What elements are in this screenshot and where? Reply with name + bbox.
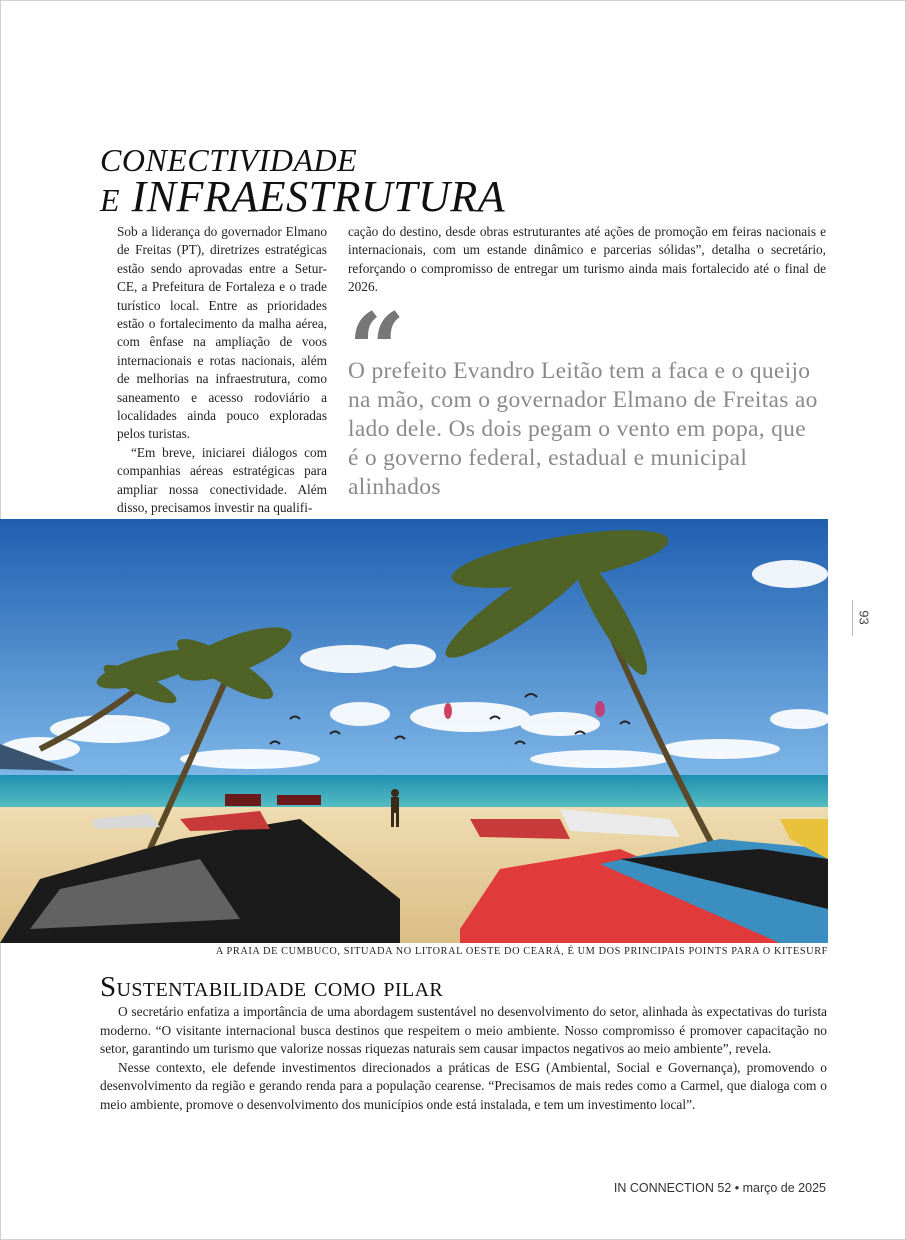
- page-number: [852, 600, 873, 636]
- page-number-text: 93: [856, 610, 872, 625]
- title-line-2: [100, 172, 505, 225]
- title-line-2-main: INFRAESTRUTURA: [131, 172, 506, 221]
- left-paragraph-1: Sob a liderança do governador Elmano de Freitas (PT), diretrizes estratégicas estão sendo aprovadas entre a Setur-CE, a Prefeitura de Fortaleza e o trade turístico local. Entre as prioridades estão o fortalecimento da malha aérea, com ênfase na ampliação de voos internacionais e rotas nacionais, além de melhorias na infraestrutura, como saneamento e acesso rodoviário a localidades ainda pouco exploradas pelos turistas.: [117, 224, 327, 442]
- right-column: [348, 223, 826, 297]
- pull-quote: O prefeito Evandro Leitão tem a faca e o queijo na mão, com o governador Elmano de Freitas ao lado dele. Os dois pegam o vento em popa, que é o governo federal, estadual e municipal alinhados: [348, 358, 818, 500]
- section-heading: Sustentabilidade como pilar: [100, 971, 444, 1003]
- title-line-1: CONECTIVIDADE: [100, 142, 358, 178]
- left-column: [117, 223, 327, 518]
- section-paragraph-2: Nesse contexto, ele defende investimentos direcionados a práticas de ESG (Ambiental, Social e Governança), promovendo o desenvolvimento da região e gerando renda para a população cearense. “Precisamos de mais redes como a Carmel, que dialoga com o meio ambiente, promove o desenvolvimento dos municípios onde está instalada, e tem um investimento local”.: [100, 1059, 827, 1112]
- beach-photo: [0, 519, 828, 943]
- left-paragraph-2: “Em breve, iniciarei diálogos com companhias aéreas estratégicas para ampliar nossa conectividade. Além disso, precisamos investir na qualifi-: [117, 444, 327, 516]
- sea: [0, 775, 828, 811]
- quote-mark-icon: “: [348, 291, 406, 409]
- title-line-2-prefix: E: [100, 182, 121, 218]
- photo-caption: A PRAIA DE CUMBUCO, SITUADA NO LITORAL OESTE DO CEARÁ, É UM DOS PRINCIPAIS POINTS PARA O KITESURF: [215, 946, 828, 957]
- section-paragraph-1: O secretário enfatiza a importância de uma abordagem sustentável no desenvolvimento do setor, alinhada às expectativas do turista moderno. “O visitante internacional busca destinos que respeitem o meio ambiente. Nosso compromisso é promover capacitação no setor, garantindo um turismo que valorize nossas riquezas naturais sem causar impactos negativos ao meio ambiente”, revela.: [100, 1004, 827, 1057]
- section-body: [100, 1003, 827, 1115]
- beach-illustration: [0, 519, 828, 943]
- right-paragraph: cação do destino, desde obras estruturantes até ações de promoção em feiras nacionais e internacionais, com um estande dinâmico e parcerias sólidas”, detalha o secretário, reforçando o compromisso de entregar um turismo ainda mais fortalecido até o final de 2026.: [348, 224, 826, 295]
- footer: IN CONNECTION 52 • março de 2025: [613, 1181, 826, 1195]
